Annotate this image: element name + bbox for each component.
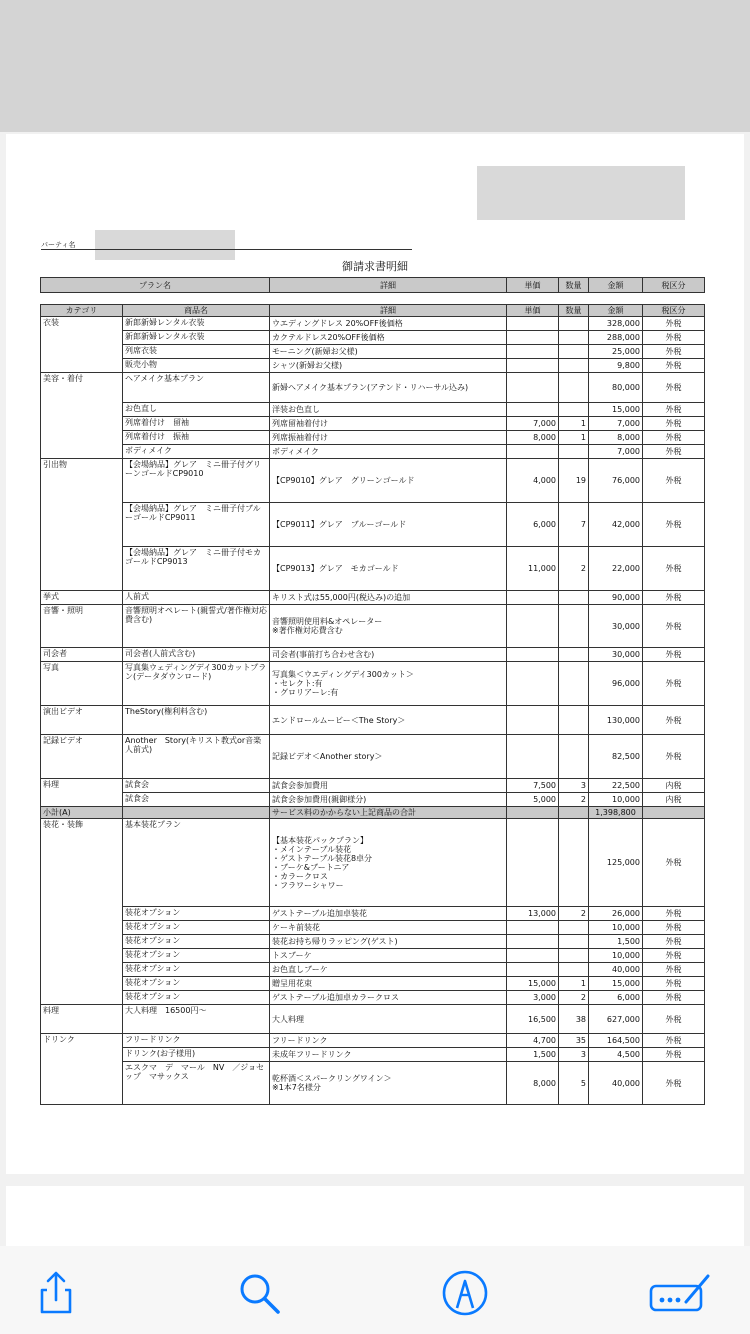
unit-price-cell [507, 591, 559, 605]
detail-cell: お色直しブーケ [270, 963, 507, 977]
amount-cell: 7,000 [589, 445, 643, 459]
unit-price-cell: 1,500 [507, 1048, 559, 1062]
item-name-cell: お色直し [123, 403, 270, 417]
quantity-cell: 35 [559, 1034, 589, 1048]
tax-type-cell: 外税 [643, 706, 705, 735]
viewer-top-area [0, 0, 750, 132]
unit-price-cell [507, 345, 559, 359]
amount-cell: 30,000 [589, 648, 643, 662]
tax-type-cell: 外税 [643, 331, 705, 345]
table-row [41, 417, 705, 431]
amount-cell: 76,000 [589, 459, 643, 503]
quantity-cell [559, 403, 589, 417]
tax-type-cell: 外税 [643, 949, 705, 963]
unit-price-cell [507, 735, 559, 779]
table-row [41, 345, 705, 359]
item-name-cell: ヘアメイク基本プラン [123, 373, 270, 403]
quantity-cell: 1 [559, 977, 589, 991]
item-name-cell: 試食会 [123, 779, 270, 793]
item-name-cell: 基本装花プラン [123, 819, 270, 907]
unit-price-cell: 3,000 [507, 991, 559, 1005]
amount-cell: 164,500 [589, 1034, 643, 1048]
table-row [41, 977, 705, 991]
next-document-page[interactable] [6, 1186, 744, 1246]
item-name-cell: 列席着付け 留袖 [123, 417, 270, 431]
item-name-cell: 司会者(人前式含む) [123, 648, 270, 662]
table-row [41, 373, 705, 403]
table-row [41, 819, 705, 907]
tax-type-cell: 外税 [643, 907, 705, 921]
quantity-cell: 1 [559, 417, 589, 431]
item-name-cell: 人前式 [123, 591, 270, 605]
plan-header-cell: 単価 [507, 278, 559, 293]
item-name-cell: 装花オプション [123, 921, 270, 935]
bottom-toolbar [0, 1246, 750, 1334]
plan-header-cell: プラン名 [41, 278, 270, 293]
unit-price-cell [507, 648, 559, 662]
unit-price-cell: 6,000 [507, 503, 559, 547]
detail-cell: カクテルドレス20%OFF後価格 [270, 331, 507, 345]
column-header: 単価 [507, 305, 559, 317]
column-header: 数量 [559, 305, 589, 317]
category-cell: 美容・着付 [41, 373, 123, 459]
tax-type-cell: 外税 [643, 403, 705, 417]
unit-price-cell: 16,500 [507, 1005, 559, 1034]
unit-price-cell: 7,500 [507, 779, 559, 793]
plan-header-cell: 金額 [589, 278, 643, 293]
subtotal-detail: サービス料のかからない上記商品の合計 [270, 807, 507, 819]
tax-type-cell: 外税 [643, 547, 705, 591]
unit-price-cell: 4,000 [507, 459, 559, 503]
amount-cell: 80,000 [589, 373, 643, 403]
quantity-cell: 5 [559, 1062, 589, 1105]
table-row [41, 921, 705, 935]
quantity-cell [559, 591, 589, 605]
detail-cell: ゲストテーブル追加卓カラークロス [270, 991, 507, 1005]
detail-cell: ウエディングドレス 20%OFF後価格 [270, 317, 507, 331]
category-cell: 料理 [41, 779, 123, 807]
detail-cell: 司会者(事前打ち合わせ含む) [270, 648, 507, 662]
quantity-cell: 2 [559, 991, 589, 1005]
quantity-cell [559, 963, 589, 977]
category-cell: 司会者 [41, 648, 123, 662]
column-header: 商品名 [123, 305, 270, 317]
item-name-cell: 販売小物 [123, 359, 270, 373]
detail-cell: 【CP9010】グレア グリーンゴールド [270, 459, 507, 503]
tax-type-cell: 外税 [643, 977, 705, 991]
tax-type-cell: 外税 [643, 605, 705, 648]
amount-cell: 10,000 [589, 949, 643, 963]
amount-cell: 627,000 [589, 1005, 643, 1034]
quantity-cell: 7 [559, 503, 589, 547]
detail-cell: ゲストテーブル追加卓装花 [270, 907, 507, 921]
quantity-cell: 3 [559, 1048, 589, 1062]
table-row [41, 1005, 705, 1034]
detail-cell: 贈呈用花束 [270, 977, 507, 991]
quantity-cell [559, 662, 589, 706]
detail-cell: 記録ビデオ＜Another story＞ [270, 735, 507, 779]
amount-cell: 30,000 [589, 605, 643, 648]
party-name-underline [41, 249, 412, 250]
item-name-cell: ドリンク(お子様用) [123, 1048, 270, 1062]
plan-header-table [40, 277, 705, 293]
item-name-cell: 試食会 [123, 793, 270, 807]
quantity-cell [559, 735, 589, 779]
table-row [41, 403, 705, 417]
redacted-header-block [477, 166, 685, 220]
markup-icon[interactable] [440, 1268, 490, 1318]
tax-type-cell: 外税 [643, 445, 705, 459]
table-row [41, 949, 705, 963]
share-icon[interactable] [31, 1268, 81, 1318]
invoice-detail-table [40, 304, 705, 1105]
detail-cell: シャツ(新婦お父様) [270, 359, 507, 373]
table-row [41, 779, 705, 793]
unit-price-cell [507, 445, 559, 459]
tax-type-cell: 外税 [643, 591, 705, 605]
quantity-cell [559, 445, 589, 459]
amount-cell: 9,800 [589, 359, 643, 373]
item-name-cell: TheStory(権利料含む) [123, 706, 270, 735]
quantity-cell [559, 317, 589, 331]
quantity-cell [559, 373, 589, 403]
amount-cell: 42,000 [589, 503, 643, 547]
unit-price-cell: 15,000 [507, 977, 559, 991]
tax-type-cell: 外税 [643, 373, 705, 403]
unit-price-cell [507, 963, 559, 977]
category-cell: ドリンク [41, 1034, 123, 1105]
amount-cell: 15,000 [589, 977, 643, 991]
amount-cell: 26,000 [589, 907, 643, 921]
redacted-party-name [95, 230, 235, 260]
detail-cell: 試食会参加費用(親御様分) [270, 793, 507, 807]
subtotal-label: 小計(A) [41, 807, 123, 819]
amount-cell: 40,000 [589, 1062, 643, 1105]
quantity-cell: 2 [559, 793, 589, 807]
quantity-cell: 1 [559, 431, 589, 445]
unit-price-cell [507, 949, 559, 963]
unit-price-cell: 13,000 [507, 907, 559, 921]
subtotal-blank [559, 807, 589, 819]
plan-header-cell: 数量 [559, 278, 589, 293]
search-icon[interactable] [234, 1268, 284, 1318]
item-name-cell: 装花オプション [123, 949, 270, 963]
unit-price-cell [507, 819, 559, 907]
tax-type-cell: 外税 [643, 921, 705, 935]
tax-type-cell: 内税 [643, 793, 705, 807]
detail-cell: 乾杯酒＜スパークリングワイン＞ ※1本7名様分 [270, 1062, 507, 1105]
quantity-cell [559, 949, 589, 963]
column-header: カテゴリ [41, 305, 123, 317]
table-row [41, 1034, 705, 1048]
quantity-cell: 2 [559, 547, 589, 591]
quantity-cell [559, 345, 589, 359]
unit-price-cell: 8,000 [507, 431, 559, 445]
quantity-cell: 38 [559, 1005, 589, 1034]
detail-cell: 【基本装花パックプラン】 ・メインテーブル装花 ・ゲストテーブル装花8卓分 ・ブーケ&ブートニア ・カラークロス ・フラワーシャワー [270, 819, 507, 907]
quantity-cell: 19 [559, 459, 589, 503]
party-name-label: パーティ名 [41, 241, 76, 249]
table-row [41, 317, 705, 331]
table-row [41, 503, 705, 547]
subtotal-blank [643, 807, 705, 819]
tax-type-cell: 外税 [643, 1034, 705, 1048]
item-name-cell: ボディメイク [123, 445, 270, 459]
tax-type-cell: 外税 [643, 345, 705, 359]
tax-type-cell: 外税 [643, 963, 705, 977]
table-row [41, 331, 705, 345]
quantity-cell [559, 331, 589, 345]
table-row [41, 793, 705, 807]
table-row [41, 991, 705, 1005]
item-name-cell: 音響照明オペレート(親誓式/著作権対応費含む) [123, 605, 270, 648]
tax-type-cell: 内税 [643, 779, 705, 793]
table-row [41, 445, 705, 459]
item-name-cell: 大人料理 16500円～ [123, 1005, 270, 1034]
quantity-cell [559, 359, 589, 373]
detail-cell: ボディメイク [270, 445, 507, 459]
detail-cell: ケーキ前装花 [270, 921, 507, 935]
item-name-cell: 【会場納品】グレア ミニ冊子付グリーンゴールドCP9010 [123, 459, 270, 503]
quantity-cell [559, 648, 589, 662]
plan-header-cell: 詳細 [270, 278, 507, 293]
table-row [41, 547, 705, 591]
table-row [41, 1048, 705, 1062]
detail-cell: 試食会参加費用 [270, 779, 507, 793]
amount-cell: 1,500 [589, 935, 643, 949]
tax-type-cell: 外税 [643, 991, 705, 1005]
table-row [41, 963, 705, 977]
detail-cell: 装花お持ち帰りラッピング(ゲスト) [270, 935, 507, 949]
unit-price-cell [507, 403, 559, 417]
item-name-cell: 新郎新婦レンタル衣装 [123, 317, 270, 331]
item-name-cell: 【会場納品】グレア ミニ冊子付ブルーゴールドCP9011 [123, 503, 270, 547]
quantity-cell: 3 [559, 779, 589, 793]
detail-cell: フリードリンク [270, 1034, 507, 1048]
detail-cell: 洋装お色直し [270, 403, 507, 417]
category-cell: 料理 [41, 1005, 123, 1034]
amount-cell: 328,000 [589, 317, 643, 331]
amount-cell: 288,000 [589, 331, 643, 345]
item-name-cell: 装花オプション [123, 963, 270, 977]
quantity-cell [559, 921, 589, 935]
unit-price-cell [507, 605, 559, 648]
amount-cell: 15,000 [589, 403, 643, 417]
subtotal-blank [123, 807, 270, 819]
item-name-cell: Another Story(キリスト教式or音楽人前式) [123, 735, 270, 779]
subtotal-row [41, 807, 705, 819]
detail-cell: キリスト式は55,000円(税込み)の追加 [270, 591, 507, 605]
category-cell: 記録ビデオ [41, 735, 123, 779]
unit-price-cell: 7,000 [507, 417, 559, 431]
category-cell: 挙式 [41, 591, 123, 605]
table-row [41, 359, 705, 373]
subtotal-blank [507, 807, 559, 819]
detail-cell: 新婦ヘアメイク基本プラン(アテンド・リハーサル込み) [270, 373, 507, 403]
item-name-cell: 列席着付け 振袖 [123, 431, 270, 445]
tax-type-cell: 外税 [643, 1048, 705, 1062]
item-name-cell: 新郎新婦レンタル衣装 [123, 331, 270, 345]
detail-cell: 写真集＜ウエディングデイ300カット＞ ・セレクト:有 ・グロリアーレ:有 [270, 662, 507, 706]
category-cell: 引出物 [41, 459, 123, 591]
tax-type-cell: 外税 [643, 1062, 705, 1105]
table-row [41, 459, 705, 503]
detail-cell: 未成年フリードリンク [270, 1048, 507, 1062]
tax-type-cell: 外税 [643, 459, 705, 503]
quantity-cell [559, 935, 589, 949]
unit-price-cell [507, 373, 559, 403]
quantity-cell: 2 [559, 907, 589, 921]
quantity-cell [559, 819, 589, 907]
column-header: 税区分 [643, 305, 705, 317]
detail-cell: モーニング(新婦お父様) [270, 345, 507, 359]
amount-cell: 96,000 [589, 662, 643, 706]
amount-cell: 10,000 [589, 921, 643, 935]
amount-cell: 4,500 [589, 1048, 643, 1062]
tax-type-cell: 外税 [643, 503, 705, 547]
quantity-cell [559, 605, 589, 648]
table-row [41, 648, 705, 662]
item-name-cell: エスクマ デ マール NV ／ジョセップ マサックス [123, 1062, 270, 1105]
amount-cell: 7,000 [589, 417, 643, 431]
amount-cell: 90,000 [589, 591, 643, 605]
plan-header-cell: 税区分 [643, 278, 705, 293]
item-name-cell: 装花オプション [123, 991, 270, 1005]
amount-cell: 130,000 [589, 706, 643, 735]
amount-cell: 25,000 [589, 345, 643, 359]
document-title: 御請求書明細 [342, 260, 408, 273]
tax-type-cell: 外税 [643, 1005, 705, 1034]
tax-type-cell: 外税 [643, 735, 705, 779]
item-name-cell: 装花オプション [123, 907, 270, 921]
category-cell: 演出ビデオ [41, 706, 123, 735]
item-name-cell: 【会場納品】グレア ミニ冊子付モカゴールドCP9013 [123, 547, 270, 591]
amount-cell: 8,000 [589, 431, 643, 445]
amount-cell: 125,000 [589, 819, 643, 907]
tax-type-cell: 外税 [643, 662, 705, 706]
table-row [41, 706, 705, 735]
table-row [41, 431, 705, 445]
unit-price-cell [507, 706, 559, 735]
amount-cell: 22,000 [589, 547, 643, 591]
detail-cell: 【CP9013】グレア モカゴールド [270, 547, 507, 591]
column-header: 金額 [589, 305, 643, 317]
subtotal-amount: 1,398,800 [589, 807, 643, 819]
category-cell: 音響・照明 [41, 605, 123, 648]
amount-cell: 10,000 [589, 793, 643, 807]
unit-price-cell [507, 359, 559, 373]
unit-price-cell [507, 662, 559, 706]
item-name-cell: 写真集ウェディングデイ300カットプラン(データダウンロード) [123, 662, 270, 706]
unit-price-cell: 8,000 [507, 1062, 559, 1105]
table-row [41, 935, 705, 949]
table-row [41, 591, 705, 605]
category-cell: 衣装 [41, 317, 123, 373]
detail-cell: トスブーケ [270, 949, 507, 963]
amount-cell: 82,500 [589, 735, 643, 779]
unit-price-cell: 4,700 [507, 1034, 559, 1048]
unit-price-cell [507, 331, 559, 345]
tax-type-cell: 外税 [643, 317, 705, 331]
detail-cell: エンドロールムービー＜The Story＞ [270, 706, 507, 735]
table-row [41, 735, 705, 779]
category-cell: 写真 [41, 662, 123, 706]
quantity-cell [559, 706, 589, 735]
unit-price-cell [507, 935, 559, 949]
table-row [41, 1062, 705, 1105]
category-cell: 装花・装飾 [41, 819, 123, 1005]
detail-cell: 音響照明使用料&オペレーター ※著作権対応費含む [270, 605, 507, 648]
tax-type-cell: 外税 [643, 935, 705, 949]
item-name-cell: 装花オプション [123, 977, 270, 991]
amount-cell: 6,000 [589, 991, 643, 1005]
unit-price-cell: 11,000 [507, 547, 559, 591]
column-header: 詳細 [270, 305, 507, 317]
item-name-cell: フリードリンク [123, 1034, 270, 1048]
tax-type-cell: 外税 [643, 359, 705, 373]
tax-type-cell: 外税 [643, 819, 705, 907]
detail-cell: 大人料理 [270, 1005, 507, 1034]
table-row [41, 907, 705, 921]
detail-cell: 列席留袖着付け [270, 417, 507, 431]
table-row [41, 662, 705, 706]
signature-icon[interactable] [648, 1268, 714, 1318]
unit-price-cell [507, 921, 559, 935]
tax-type-cell: 外税 [643, 648, 705, 662]
tax-type-cell: 外税 [643, 431, 705, 445]
tax-type-cell: 外税 [643, 417, 705, 431]
table-row [41, 605, 705, 648]
detail-cell: 列席振袖着付け [270, 431, 507, 445]
item-name-cell: 列席衣装 [123, 345, 270, 359]
unit-price-cell [507, 317, 559, 331]
item-name-cell: 装花オプション [123, 935, 270, 949]
amount-cell: 22,500 [589, 779, 643, 793]
amount-cell: 40,000 [589, 963, 643, 977]
detail-cell: 【CP9011】グレア ブルーゴールド [270, 503, 507, 547]
unit-price-cell: 5,000 [507, 793, 559, 807]
